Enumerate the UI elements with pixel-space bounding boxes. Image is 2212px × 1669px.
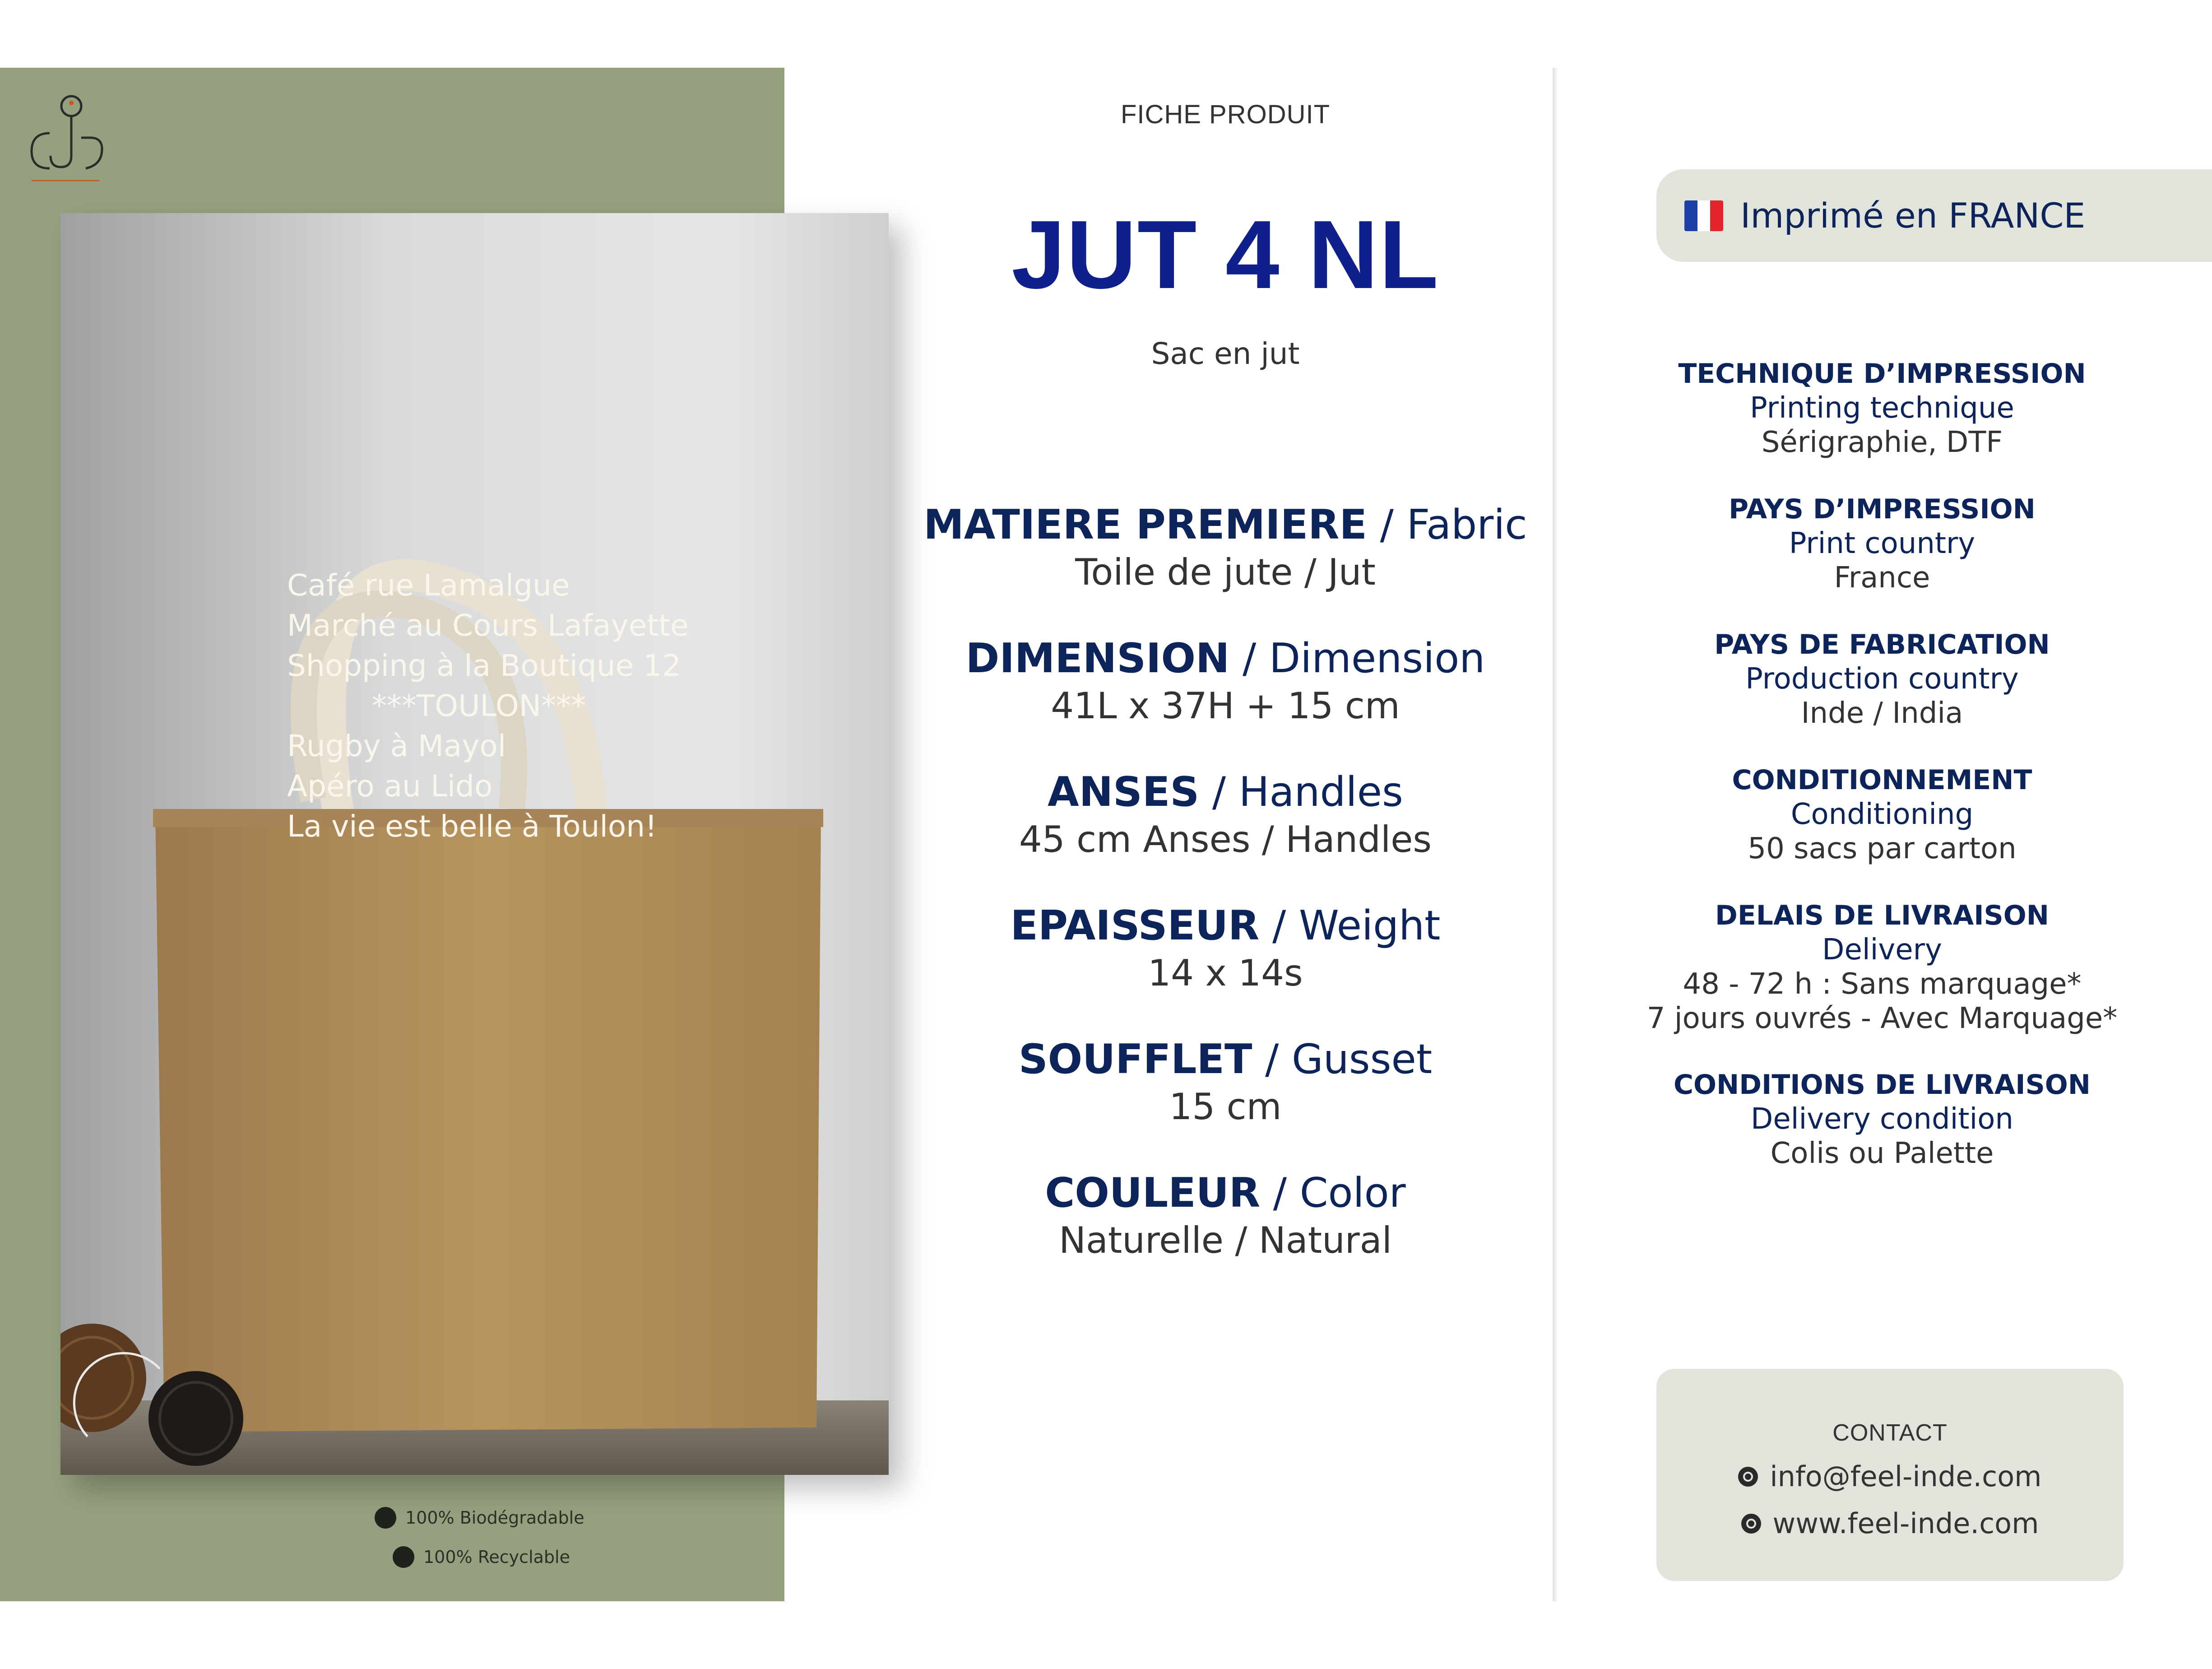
contact-email-text[interactable]: info@feel-inde.com <box>1770 1460 2042 1493</box>
detail-subtitle: Delivery <box>1822 933 1942 967</box>
product-title: JUT 4 NL <box>1011 200 1439 309</box>
print-line: Apéro au Lido <box>287 769 493 804</box>
product-subtitle: Sac en jut <box>1151 336 1300 371</box>
eco-recyclable <box>393 1546 570 1568</box>
detail-value: 50 sacs par carton <box>1748 832 2017 865</box>
detail-printing-technique <box>1634 357 2130 460</box>
detail-title: CONDITIONS DE LIVRAISON <box>1673 1069 2091 1101</box>
spec-separator: / <box>1272 902 1286 949</box>
spec-separator: / <box>1380 501 1394 549</box>
print-line: Rugby à Mayol <box>287 729 506 763</box>
spec-label-fr: DIMENSION <box>965 635 1230 682</box>
spec-value: 45 cm Anses / Handles <box>1019 818 1432 860</box>
spec-label-en: Fabric <box>1406 501 1527 549</box>
detail-value: France <box>1834 561 1930 595</box>
contact-email[interactable] <box>1656 1460 2124 1493</box>
detail-value: 48 - 72 h : Sans marquage* <box>1683 967 2082 1001</box>
detail-value: Sérigraphie, DTF <box>1761 426 2003 459</box>
bag-print-text <box>287 565 693 846</box>
spec-value: 14 x 14s <box>1148 952 1303 994</box>
detail-subtitle: Print country <box>1789 527 1975 560</box>
detail-title: TECHNIQUE D’IMPRESSION <box>1678 358 2086 390</box>
spec-label-fr: ANSES <box>1048 768 1200 816</box>
detail-value: Colis ou Palette <box>1770 1137 1994 1170</box>
eco-biodegradable-label: 100% Biodégradable <box>405 1508 584 1528</box>
detail-subtitle: Delivery condition <box>1751 1102 2013 1136</box>
feel-inde-monogram-icon <box>18 88 108 192</box>
print-line: La vie est belle à Toulon! <box>287 809 657 844</box>
spec-separator: / <box>1242 635 1257 682</box>
spec-label-fr: EPAISSEUR <box>1010 902 1260 949</box>
spec-label-en: Color <box>1299 1169 1406 1217</box>
detail-subtitle: Production country <box>1745 662 2019 696</box>
spec-label-en: Handles <box>1238 768 1403 816</box>
recycle-icon <box>393 1546 414 1568</box>
printed-in-label: Imprimé en FRANCE <box>1740 195 2086 236</box>
print-line: Café rue Lamalgue <box>287 568 570 603</box>
spec-separator: / <box>1273 1169 1287 1217</box>
detail-conditioning <box>1634 763 2130 866</box>
detail-title: DELAIS DE LIVRAISON <box>1715 900 2049 931</box>
spec-label-en: Dimension <box>1269 635 1485 682</box>
spec-label-fr: MATIERE PREMIERE <box>923 501 1367 549</box>
contact-website[interactable] <box>1656 1507 2124 1540</box>
spec-separator: / <box>1212 768 1226 816</box>
eco-recyclable-label: 100% Recyclable <box>423 1547 570 1567</box>
detail-title: PAYS D’IMPRESSION <box>1729 493 2036 525</box>
brand-logo <box>18 88 108 192</box>
spec-value: Toile de jute / Jut <box>1075 551 1376 593</box>
contact-website-text[interactable]: www.feel-inde.com <box>1772 1507 2039 1540</box>
detail-title: PAYS DE FABRICATION <box>1714 629 2050 660</box>
spec-separator: / <box>1265 1036 1279 1083</box>
spec-value: Naturelle / Natural <box>1059 1219 1392 1261</box>
spec-dimension <box>889 635 1562 727</box>
spec-label-en: Gusset <box>1291 1036 1433 1083</box>
contact-card <box>1656 1369 2124 1581</box>
sheet-label: FICHE PRODUIT <box>1120 100 1331 129</box>
spec-value: 15 cm <box>1169 1086 1282 1128</box>
contact-title: CONTACT <box>1832 1420 1948 1446</box>
spec-label-fr: SOUFFLET <box>1018 1036 1252 1083</box>
printed-in-france-badge <box>1656 169 2212 262</box>
product-spec-column <box>889 0 1562 1669</box>
globe-icon <box>1741 1514 1761 1534</box>
print-line: Shopping à la Boutique 12 <box>287 648 682 683</box>
spec-fabric <box>889 501 1562 593</box>
print-line: Marché au Cours Lafayette <box>287 608 689 643</box>
eco-biodegradable <box>375 1507 584 1529</box>
france-flag-icon <box>1684 200 1723 231</box>
detail-value: 7 jours ouvrés - Avec Marquage* <box>1646 1002 2118 1035</box>
detail-delivery <box>1634 898 2130 1036</box>
spec-value: 41L x 37H + 15 cm <box>1051 685 1400 727</box>
spec-gusset <box>889 1036 1562 1128</box>
detail-production-country <box>1634 628 2130 730</box>
detail-subtitle: Printing technique <box>1750 391 2014 425</box>
detail-delivery-condition <box>1634 1068 2130 1171</box>
email-icon <box>1738 1467 1758 1487</box>
spec-handles <box>889 768 1562 860</box>
spec-color <box>889 1169 1562 1261</box>
column-divider <box>1553 68 1558 1601</box>
spec-label-en: Weight <box>1298 902 1441 949</box>
print-line: ***TOULON*** <box>371 688 586 723</box>
product-photo <box>60 213 889 1475</box>
detail-print-country <box>1634 492 2130 595</box>
globe-icon <box>375 1507 396 1529</box>
detail-subtitle: Conditioning <box>1790 798 1974 831</box>
spec-weight <box>889 902 1562 994</box>
detail-value: Inde / India <box>1801 697 1963 730</box>
detail-title: CONDITIONNEMENT <box>1732 764 2032 796</box>
spec-label-fr: COULEUR <box>1045 1169 1261 1217</box>
